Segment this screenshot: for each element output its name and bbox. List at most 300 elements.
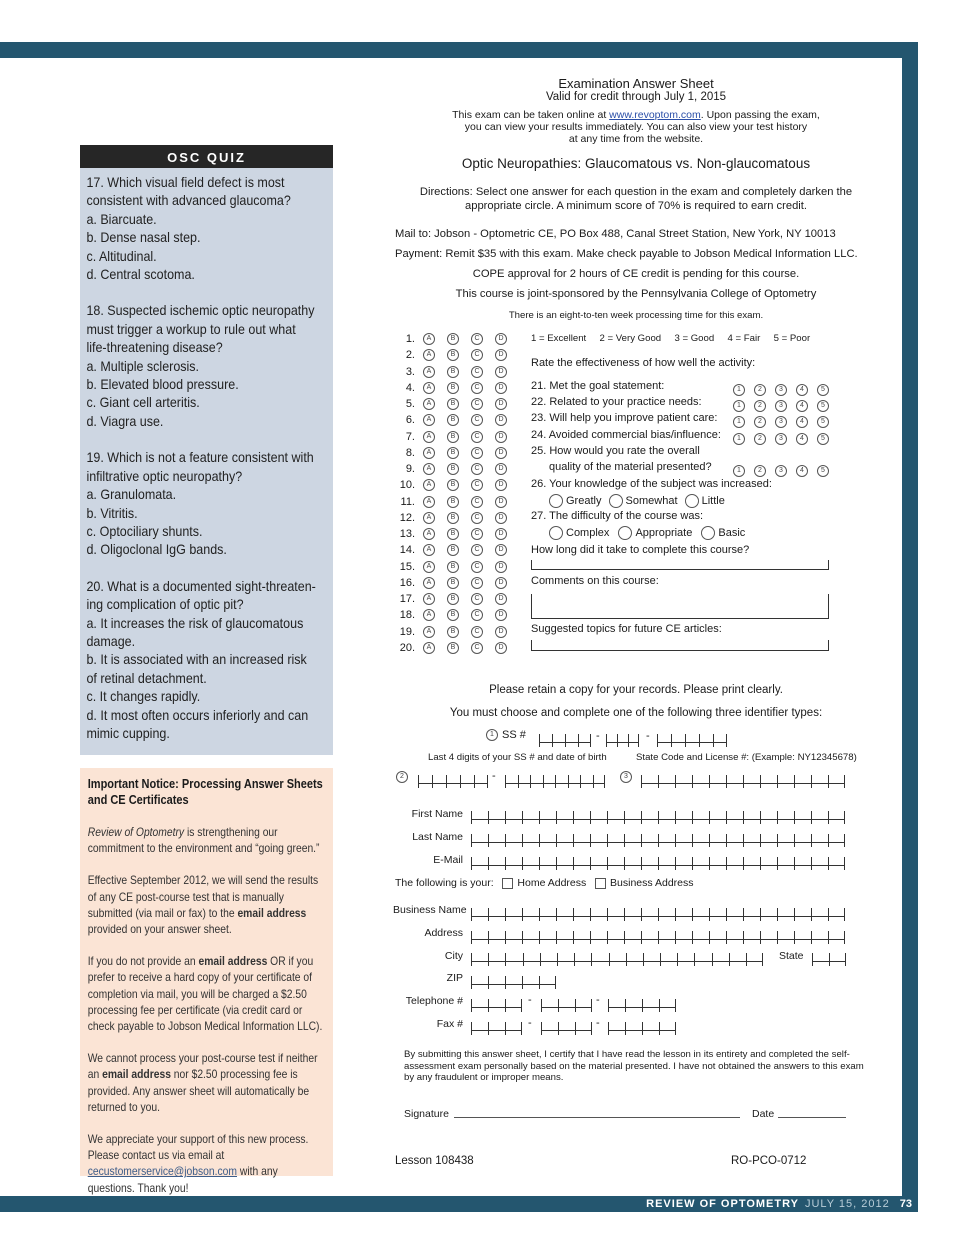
ss-part-1[interactable] — [539, 729, 591, 743]
answer-bubble-d[interactable]: D — [495, 593, 507, 605]
quiz-line: 20. What is a documented sight-threaten- — [86, 578, 316, 594]
answer-bubble-c[interactable]: C — [471, 366, 483, 378]
answer-bubble-c[interactable]: C — [471, 398, 483, 410]
answer-bubble-b[interactable]: B — [447, 431, 459, 443]
answer-bubble-d[interactable]: D — [495, 626, 507, 638]
ss-part-3[interactable] — [657, 729, 727, 743]
notice-paragraph — [88, 824, 325, 856]
answer-number: 14. — [399, 544, 415, 557]
answer-bubble-d[interactable]: D — [495, 414, 507, 426]
sheet-title: Examination Answer Sheet — [558, 76, 714, 91]
answer-bubble-b[interactable]: B — [447, 382, 459, 394]
answer-row — [393, 412, 519, 428]
certification-text: By submitting this answer sheet, I certify that I have read the lesson in its entirety and completed the self-assessment exam personally based on the material presented. I have not obtained the answers to this exam by any fraudulent or improper means. — [404, 1049, 864, 1084]
zip-label: ZIP — [446, 972, 463, 984]
rating-bubble-3[interactable]: 3 — [775, 416, 787, 428]
answer-bubble-a[interactable]: A — [423, 544, 435, 556]
fax-area-boxes[interactable] — [471, 1017, 522, 1031]
home-address-label: Home Address — [517, 877, 587, 889]
answer-row — [393, 607, 519, 623]
answer-bubble-a[interactable]: A — [423, 609, 435, 621]
publication-name: Review of Optometry — [87, 825, 185, 839]
first-name-label: First Name — [411, 808, 463, 820]
answer-number: 2. — [405, 349, 415, 362]
quiz-question — [86, 578, 327, 744]
choose-identifier: You must choose and complete one of the following three identifier types: — [449, 707, 823, 719]
quiz-line: c. It changes rapidly. — [86, 689, 201, 705]
online-text: This exam can be taken online at — [452, 109, 610, 121]
answer-bubble-d[interactable]: D — [495, 431, 507, 443]
answer-bubble-d[interactable]: D — [495, 382, 507, 394]
rating-scale: 1 = Excellent 2 = Very Good 3 = Good 4 = Fair 5 = Poor — [531, 333, 811, 344]
notice-paragraph — [88, 1131, 325, 1196]
rating-bubble-5[interactable]: 5 — [817, 433, 829, 445]
rating-bubble-2[interactable]: 2 — [754, 465, 766, 477]
rating-bubble-3[interactable]: 3 — [775, 384, 787, 396]
answer-bubble-a[interactable]: A — [423, 496, 435, 508]
answer-bubble-b[interactable]: B — [447, 479, 459, 491]
city-label: City — [444, 950, 463, 962]
id3-number — [620, 771, 641, 783]
answer-row — [393, 510, 519, 526]
answer-bubble-d[interactable]: D — [495, 349, 507, 361]
rating-bubble-1[interactable]: 1 — [733, 433, 745, 445]
answer-row — [393, 494, 519, 510]
answer-bubble-c[interactable]: C — [471, 479, 483, 491]
notice-text: Effective September 2012, we will send the results of any CE post-course test that is manually submitted (via mail or fax) to the — [87, 873, 319, 920]
answer-bubble-c[interactable]: C — [471, 512, 483, 524]
option-label: Complex — [566, 526, 610, 539]
answer-bubble-b[interactable]: B — [447, 414, 459, 426]
comments-box[interactable] — [531, 594, 829, 619]
last-name-boxes[interactable] — [471, 829, 845, 843]
fax-prefix-boxes[interactable] — [541, 1017, 592, 1031]
notice-text: is strengthening our commitment to the environment and “going green.” — [87, 825, 320, 856]
rating-question: 22. Related to your practice needs: — [531, 396, 702, 408]
business-address-checkbox[interactable] — [595, 878, 606, 889]
answer-bubble-a[interactable]: A — [423, 431, 435, 443]
rating-bubble-4[interactable]: 4 — [796, 384, 808, 396]
answer-bubble-d[interactable]: D — [495, 398, 507, 410]
answer-bubble-a[interactable]: A — [423, 479, 435, 491]
answer-row — [393, 542, 519, 558]
answer-bubble-a[interactable]: A — [423, 349, 435, 361]
answer-row — [393, 526, 519, 542]
phone-area-boxes[interactable] — [471, 994, 522, 1008]
notice-bold: email address — [102, 1067, 171, 1082]
answer-number: 18. — [399, 609, 415, 622]
address-label: Address — [424, 927, 463, 939]
answer-number: 3. — [405, 365, 415, 378]
quiz-line: c. Giant cell arteritis. — [86, 395, 200, 411]
rating-bubble-2[interactable]: 2 — [754, 433, 766, 445]
ssn-last4-boxes[interactable] — [418, 770, 488, 784]
answer-bubble-d[interactable]: D — [495, 479, 507, 491]
appropriate-radio[interactable] — [618, 526, 632, 540]
answer-row — [393, 396, 519, 412]
answer-bubble-b[interactable]: B — [447, 561, 459, 573]
answer-bubble-d[interactable]: D — [495, 528, 507, 540]
issue-date: JULY 15, 2012 — [804, 1198, 890, 1210]
quiz-line: of retinal detachment. — [86, 670, 207, 686]
notice-paragraph — [88, 1050, 325, 1115]
answer-number: 11. — [400, 495, 415, 508]
question-26: 26. Your knowledge of the subject was increased: — [531, 478, 772, 490]
answer-row — [393, 461, 519, 477]
quiz-question — [86, 174, 327, 284]
option-label: Little — [701, 494, 725, 507]
answer-number: 9. — [405, 463, 415, 475]
answer-bubble-a[interactable]: A — [423, 333, 435, 345]
birthdate-boxes[interactable] — [505, 770, 605, 784]
notice-text: We cannot process your post-course test if neither an — [87, 1051, 318, 1082]
rate-intro: Rate the effectiveness of how well the activity: — [531, 357, 756, 369]
quiz-line: damage. — [86, 633, 136, 649]
business-address-label: Business Address — [610, 877, 694, 889]
notice-text: OR if you prefer to receive a hard copy of your certificate of completion via mail, you will be charged a $2.50 processing fee per certificate (via credit card or check payable to Jobson Medical Information LLC). — [87, 954, 323, 1034]
rating-bubbles — [733, 413, 838, 431]
quiz-line: a. Biarcuate. — [86, 211, 157, 227]
license-boxes[interactable] — [641, 770, 845, 784]
answer-bubble-c[interactable]: C — [471, 496, 483, 508]
online-info-3: at any time from the website. — [568, 133, 704, 145]
rating-bubble-2[interactable]: 2 — [754, 384, 766, 396]
answer-bubble-a[interactable]: A — [423, 366, 435, 378]
dash-separator: - — [646, 730, 650, 742]
quiz-line: d. It most often occurs inferiorly and can — [86, 707, 309, 723]
answer-bubble-b[interactable]: B — [447, 577, 459, 589]
rating-bubbles — [733, 430, 838, 448]
answer-bubble-a[interactable]: A — [423, 626, 435, 638]
quiz-line: a. Granulomata. — [86, 487, 177, 503]
answer-row — [393, 364, 519, 380]
fax-label: Fax # — [436, 1018, 463, 1030]
answer-bubble-d[interactable]: D — [495, 512, 507, 524]
telephone-label: Telephone # — [405, 995, 463, 1007]
page-number: 73 — [899, 1198, 912, 1210]
rating-bubble-3[interactable]: 3 — [775, 400, 787, 412]
right-brand-bar — [899, 42, 918, 1212]
quiz-line: mimic cupping. — [86, 725, 170, 741]
rating-bubble-4[interactable]: 4 — [796, 416, 808, 428]
rating-bubble-3[interactable]: 3 — [775, 465, 787, 477]
online-info-2: you can view your results immediately. You can also view your test history — [464, 121, 808, 133]
time-question: How long did it take to complete this course? — [531, 544, 750, 556]
topics-box[interactable] — [531, 640, 829, 651]
address-boxes[interactable] — [471, 926, 845, 940]
answer-number: 20. — [399, 641, 415, 654]
dash-separator: - — [596, 1017, 600, 1029]
quiz-line: 18. Suspected ischemic optic neuropathy — [86, 303, 315, 319]
id2-caption: Last 4 digits of your SS # and date of birth — [428, 752, 607, 763]
answer-number: 10. — [399, 479, 415, 492]
answer-bubble-a[interactable]: A — [423, 561, 435, 573]
basic-radio[interactable] — [701, 526, 715, 540]
answer-bubble-c[interactable]: C — [471, 626, 483, 638]
answer-bubble-a[interactable]: A — [423, 463, 435, 475]
answer-bubble-b[interactable]: B — [447, 349, 459, 361]
notice-text: provided on your answer sheet. — [87, 922, 232, 937]
answer-bubble-b[interactable]: B — [447, 398, 459, 410]
course-code: RO-PCO-0712 — [731, 1155, 807, 1167]
course-title: Optic Neuropathies: Glaucomatous vs. Non-glaucomatous — [461, 156, 811, 171]
rating-bubble-2[interactable]: 2 — [754, 400, 766, 412]
answer-bubble-b[interactable]: B — [447, 496, 459, 508]
rating-bubble-1[interactable]: 1 — [733, 384, 745, 396]
rating-bubble-4[interactable]: 4 — [796, 433, 808, 445]
rating-bubble-1[interactable]: 1 — [733, 416, 745, 428]
city-boxes[interactable] — [471, 948, 763, 962]
quiz-line: 17. Which visual field defect is most — [86, 175, 285, 190]
id1-label — [486, 729, 526, 741]
quiz-line: life-threatening disease? — [86, 340, 223, 356]
answer-number: 8. — [405, 446, 415, 459]
rating-bubble-4[interactable]: 4 — [796, 465, 808, 477]
little-radio[interactable] — [685, 494, 699, 508]
last-name-label: Last Name — [412, 831, 463, 843]
rating-bubble-4[interactable]: 4 — [796, 400, 808, 412]
quiz-line: b. It is associated with an increased risk — [86, 652, 307, 668]
id3-circle: 3 — [620, 771, 632, 783]
answer-bubble-b[interactable]: B — [447, 512, 459, 524]
joint-sponsor: This course is joint-sponsored by the Pennsylvania College of Optometry — [455, 288, 817, 300]
rating-question: 21. Met the goal statement: — [531, 380, 665, 392]
answer-bubble-a[interactable]: A — [423, 528, 435, 540]
dash-separator: - — [596, 994, 600, 1006]
rating-bubble-5[interactable]: 5 — [817, 384, 829, 396]
date-line[interactable] — [778, 1117, 846, 1118]
time-answer-box[interactable] — [531, 560, 829, 570]
fax-line-boxes[interactable] — [608, 1017, 676, 1031]
somewhat-radio[interactable] — [609, 494, 623, 508]
answer-bubble-d[interactable]: D — [495, 577, 507, 589]
retain-copy: Please retain a copy for your records. Please print clearly. — [489, 684, 783, 696]
quiz-question — [86, 449, 327, 559]
email-label: E-Mail — [433, 854, 463, 866]
quiz-line: must trigger a workup to rule out what — [86, 321, 296, 337]
answer-bubble-d[interactable]: D — [495, 496, 507, 508]
directions-line-1: Directions: Select one answer for each question in the exam and completely darken the — [419, 186, 853, 198]
answer-number: 7. — [405, 430, 415, 443]
answer-bubble-b[interactable]: B — [447, 447, 459, 459]
phone-prefix-boxes[interactable] — [541, 994, 592, 1008]
payment-info: Payment: Remit $35 with this exam. Make check payable to Jobson Medical Information LLC. — [395, 248, 858, 260]
answer-number: 16. — [399, 576, 415, 589]
answer-row — [393, 347, 519, 363]
answer-bubble-a[interactable]: A — [423, 593, 435, 605]
dash-separator: - — [596, 730, 600, 742]
rating-question: quality of the material presented? — [549, 461, 712, 473]
quiz-line: c. Optociliary shunts. — [86, 523, 203, 539]
state-label: State — [779, 950, 804, 962]
option-label: Greatly — [566, 494, 602, 507]
business-name-boxes[interactable] — [471, 903, 845, 917]
state-boxes[interactable] — [812, 948, 846, 962]
answer-bubble-c[interactable]: C — [471, 642, 483, 654]
ss-part-2[interactable] — [606, 729, 639, 743]
answer-bubble-c[interactable]: C — [471, 528, 483, 540]
answer-bubble-c[interactable]: C — [471, 561, 483, 573]
signature-label: Signature — [404, 1108, 449, 1120]
answer-row — [393, 429, 519, 445]
answer-bubble-d[interactable]: D — [495, 544, 507, 556]
answer-bubble-b[interactable]: B — [447, 463, 459, 475]
notice-text: We appreciate your support of this new process. Please contact us via email at — [87, 1132, 309, 1163]
answer-bubble-c[interactable]: C — [471, 349, 483, 361]
answer-bubble-a[interactable]: A — [423, 447, 435, 459]
dash-separator: - — [492, 770, 496, 782]
answer-row — [393, 624, 519, 640]
answer-bubble-d[interactable]: D — [495, 447, 507, 459]
answer-bubble-c[interactable]: C — [471, 414, 483, 426]
question-27: 27. The difficulty of the course was: — [531, 510, 704, 522]
id2-circle: 2 — [396, 771, 408, 783]
comments-label: Comments on this course: — [531, 575, 659, 587]
answer-bubble-c[interactable]: C — [471, 593, 483, 605]
valid-through: Valid for credit through July 1, 2015 — [545, 91, 727, 103]
option-label: Somewhat — [625, 494, 678, 507]
answer-row — [393, 331, 519, 347]
quiz-question — [86, 302, 327, 431]
answer-number: 19. — [399, 625, 415, 638]
address-type — [395, 877, 694, 889]
answer-row — [393, 445, 519, 461]
zip-boxes[interactable] — [471, 971, 556, 985]
answer-bubble-b[interactable]: B — [447, 544, 459, 556]
quiz-line: c. Altitudinal. — [86, 248, 157, 264]
online-info — [400, 109, 872, 121]
first-name-boxes[interactable] — [471, 806, 845, 820]
osc-quiz-panel — [80, 145, 333, 755]
notice-paragraph — [88, 872, 325, 937]
notice-bold: email address — [198, 954, 268, 969]
answer-row — [393, 477, 519, 493]
cope-approval: COPE approval for 2 hours of CE credit is pending for this course. — [472, 268, 800, 280]
notice-bold: email address — [237, 905, 307, 920]
answer-row — [393, 559, 519, 575]
answer-bubble-d[interactable]: D — [495, 463, 507, 475]
answer-bubble-b[interactable]: B — [447, 333, 459, 345]
home-address-checkbox[interactable] — [502, 878, 513, 889]
quiz-line: infiltrative optic neuropathy? — [86, 468, 243, 484]
quiz-line: b. Dense nasal step. — [86, 230, 201, 246]
question-26-options — [549, 494, 725, 508]
option-label: Basic — [718, 526, 746, 539]
answer-number: 1. — [405, 333, 415, 345]
online-text: . Upon passing the exam, — [700, 109, 820, 121]
dash-separator: - — [528, 994, 532, 1006]
rating-bubble-5[interactable]: 5 — [817, 465, 829, 477]
answer-bubble-a[interactable]: A — [423, 382, 435, 394]
answer-bubble-d[interactable]: D — [495, 609, 507, 621]
rating-bubble-3[interactable]: 3 — [775, 433, 787, 445]
id3-caption: State Code and License #: (Example: NY12345678) — [636, 752, 857, 763]
quiz-line: b. Elevated blood pressure. — [86, 377, 239, 393]
email-boxes[interactable] — [471, 852, 845, 866]
answer-row — [393, 591, 519, 607]
answer-bubble-a[interactable]: A — [423, 642, 435, 654]
answer-bubble-a[interactable]: A — [423, 512, 435, 524]
important-notice-panel — [80, 768, 333, 1195]
topics-label: Suggested topics for future CE articles: — [531, 623, 722, 635]
date-label: Date — [752, 1108, 775, 1120]
answer-bubble-b[interactable]: B — [447, 366, 459, 378]
directions-line-2: appropriate circle. A minimum score of 70% is required to earn credit. — [465, 200, 807, 212]
answer-number: 15. — [399, 560, 415, 573]
answer-bubble-c[interactable]: C — [471, 544, 483, 556]
quiz-line: ing complication of optic pit? — [86, 597, 244, 613]
support-email-link[interactable]: cecustomerservice@jobson.com — [87, 1164, 238, 1179]
answer-bubble-c[interactable]: C — [471, 431, 483, 443]
answer-bubble-c[interactable]: C — [471, 577, 483, 589]
rating-bubble-1[interactable]: 1 — [733, 465, 745, 477]
answer-bubble-c[interactable]: C — [471, 382, 483, 394]
answer-bubble-c[interactable]: C — [471, 333, 483, 345]
answer-bubble-b[interactable]: B — [447, 528, 459, 540]
quiz-line: a. Multiple sclerosis. — [86, 358, 200, 374]
quiz-questions — [80, 168, 334, 743]
magazine-name: REVIEW OF OPTOMETRY — [646, 1198, 799, 1210]
website-link[interactable]: www.revoptom.com — [609, 109, 701, 121]
answer-bubble-d[interactable]: D — [495, 333, 507, 345]
answer-bubble-c[interactable]: C — [471, 609, 483, 621]
quiz-line: d. Viagra use. — [86, 413, 164, 429]
quiz-line: consistent with advanced glaucoma? — [86, 193, 291, 209]
answer-number: 5. — [405, 398, 415, 410]
rating-question: 25. How would you rate the overall — [531, 445, 700, 457]
answer-bubble-b[interactable]: B — [447, 593, 459, 605]
notice-text: with any questions. Thank you! — [87, 1164, 278, 1195]
answer-number: 13. — [399, 528, 415, 540]
answer-bubble-c[interactable]: C — [471, 447, 483, 459]
quiz-line: d. Central scotoma. — [86, 267, 195, 283]
rating-bubble-5[interactable]: 5 — [817, 416, 829, 428]
answer-row — [393, 380, 519, 396]
answer-number: 4. — [405, 381, 415, 394]
answer-bubble-b[interactable]: B — [447, 626, 459, 638]
rating-bubble-1[interactable]: 1 — [733, 400, 745, 412]
greatly-radio[interactable] — [549, 494, 563, 508]
quiz-header: OSC QUIZ — [80, 145, 333, 168]
answer-bubble-a[interactable]: A — [423, 577, 435, 589]
quiz-line: b. Vitritis. — [86, 505, 138, 521]
rating-bubble-2[interactable]: 2 — [754, 416, 766, 428]
signature-line[interactable] — [454, 1117, 740, 1118]
answer-bubble-b[interactable]: B — [447, 642, 459, 654]
answer-bubble-a[interactable]: A — [423, 398, 435, 410]
rating-question: 23. Will help you improve patient care: — [531, 412, 718, 424]
answer-number: 12. — [399, 511, 415, 524]
answer-bubble-d[interactable]: D — [495, 642, 507, 654]
answer-row — [393, 640, 519, 656]
option-label: Appropriate — [635, 526, 693, 539]
answer-bubble-c[interactable]: C — [471, 463, 483, 475]
complex-radio[interactable] — [549, 526, 563, 540]
answer-bubble-d[interactable]: D — [495, 366, 507, 378]
notice-text: If you do not provide an — [87, 954, 199, 969]
notice-title: Important Notice: Processing Answer Sheets and CE Certificates — [87, 776, 323, 807]
phone-line-boxes[interactable] — [608, 994, 676, 1008]
dash-separator: - — [528, 1017, 532, 1029]
notice-paragraph — [88, 953, 325, 1034]
answer-bubble-a[interactable]: A — [423, 414, 435, 426]
answer-bubble-b[interactable]: B — [447, 609, 459, 621]
id1-number: 1 — [486, 729, 498, 741]
notice-text: nor $2.50 processing fee is provided. Any answer sheet will automatically be returned to you. — [87, 1067, 310, 1114]
answer-bubble-d[interactable]: D — [495, 561, 507, 573]
answer-number: 6. — [405, 414, 415, 427]
rating-bubble-5[interactable]: 5 — [817, 400, 829, 412]
